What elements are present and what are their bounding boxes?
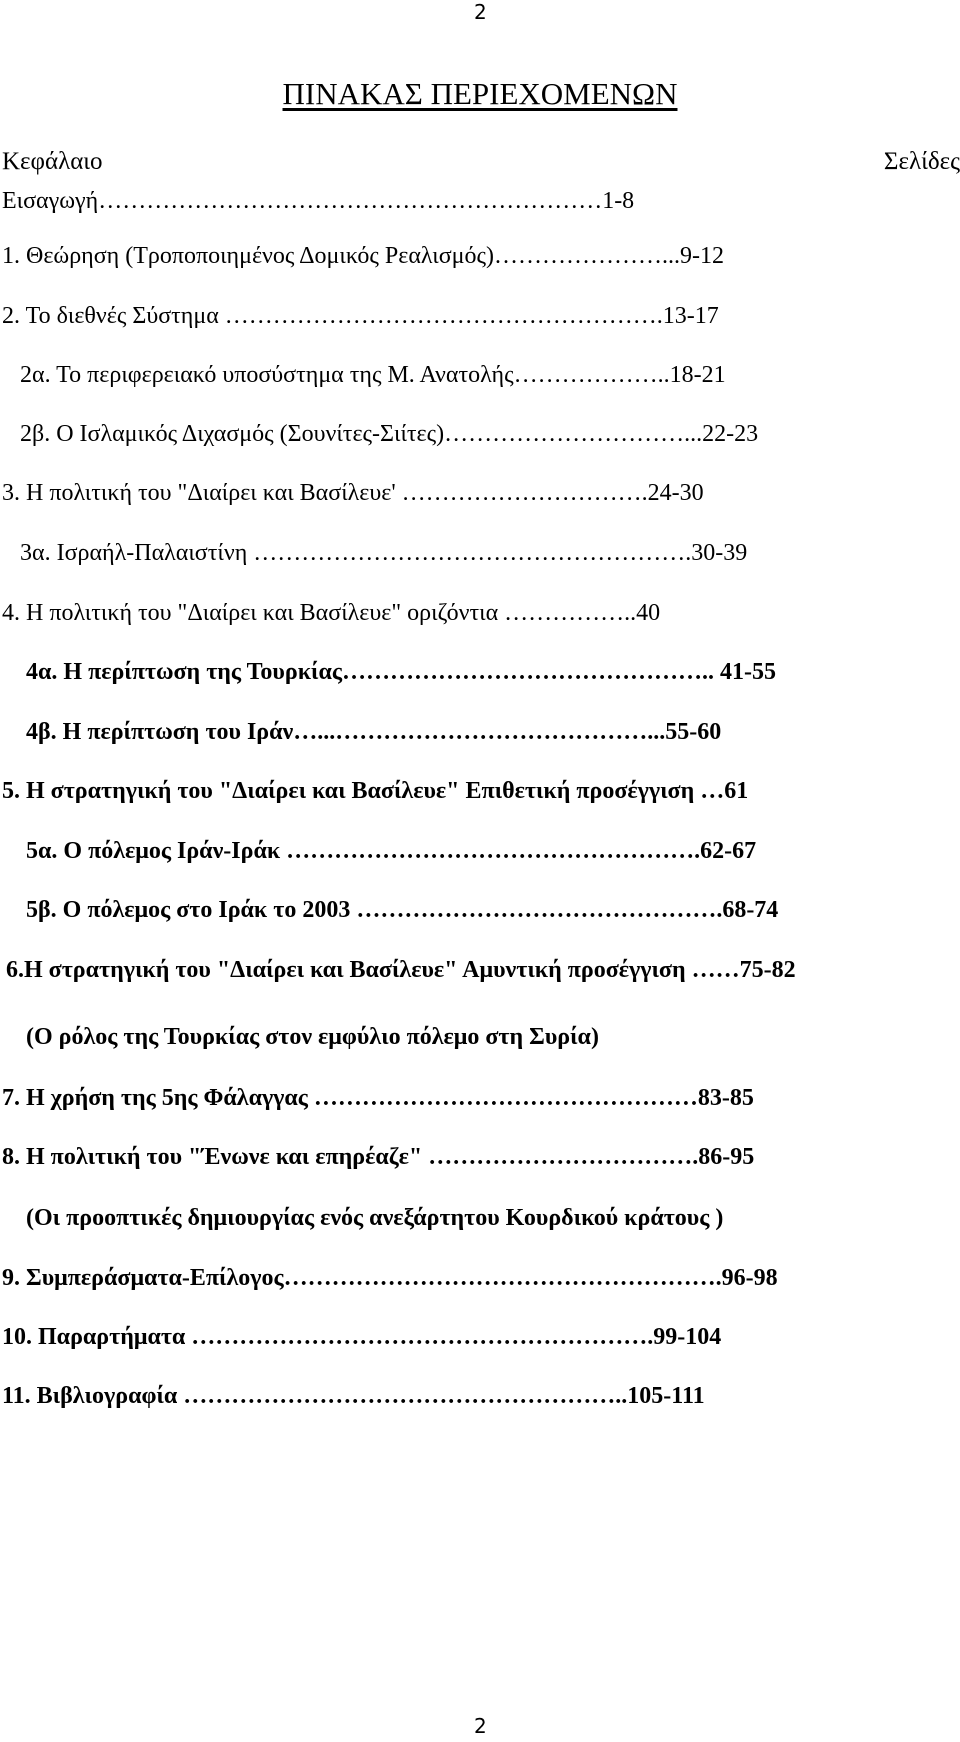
pages-column-header: Σελίδες [883, 148, 960, 175]
toc-entry-introduction: Εισαγωγή………………………………………………………1-8 [2, 188, 635, 214]
toc-entry-5: 5. Η στρατηγική του "Διαίρει και Βασίλευε" Επιθετική προσέγγιση …61 [2, 778, 749, 804]
toc-entry-2b: 2β. Ο Ισλαμικός Διχασμός (Σουνίτες-Σιίτες)…………………………...22-23 [20, 421, 759, 447]
toc-entry-4a: 4α. Η περίπτωση της Τουρκίας……………………………………….. 41-55 [26, 659, 776, 685]
page-title: ΠΙΝΑΚΑΣ ΠΕΡΙΕΧΟΜΕΝΩΝ [282, 76, 678, 111]
toc-entry-10: 10. Παραρτήματα ………………………………………………….99-104 [2, 1324, 722, 1350]
toc-entry-11: 11. Βιβλιογραφία ………………………………………………..105-111 [2, 1383, 705, 1409]
toc-entry-3: 3. Η πολιτική του "Διαίρει και Βασίλευε' ………………………….24-30 [2, 480, 704, 506]
toc-entry-7: 7. Η χρήση της 5ης Φάλαγγας …………………………………………83-85 [2, 1085, 754, 1111]
toc-entry-5a: 5α. Ο πόλεμος Ιράν-Ιράκ …………………………………………….62-67 [26, 838, 757, 864]
toc-entry-6-subtitle: (Ο ρόλος της Τουρκίας στον εμφύλιο πόλεμο στη Συρία) [26, 1024, 599, 1050]
toc-entry-2a: 2α. Το περιφερειακό υποσύστημα της Μ. Ανατολής………………..18-21 [20, 362, 726, 388]
toc-entry-9: 9. Συμπεράσματα-Επίλογος……………………………………………….96-98 [2, 1265, 778, 1291]
toc-entry-2: 2. Το διεθνές Σύστημα ……………………………………………….13-17 [2, 303, 719, 329]
toc-entry-8: 8. Η πολιτική του "Ένωνε και επηρέαζε" …………………………….86-95 [2, 1144, 755, 1170]
page-number-top: 2 [474, 0, 487, 24]
toc-entry-5b: 5β. Ο πόλεμος στο Ιράκ το 2003 ……………………………………….68-74 [26, 897, 779, 923]
toc-entry-4: 4. Η πολιτική του "Διαίρει και Βασίλευε" οριζόντια ……………..40 [2, 600, 661, 626]
page-number-bottom: 2 [474, 1714, 487, 1738]
toc-entry-6: 6.Η στρατηγική του "Διαίρει και Βασίλευε" Αμυντική προσέγγιση ……75-82 [6, 957, 796, 983]
chapter-column-header: Κεφάλαιο [2, 148, 103, 175]
toc-entry-3a: 3α. Ισραήλ-Παλαιστίνη ……………………………………………….30-39 [20, 540, 748, 566]
toc-entry-8-subtitle: (Οι προοπτικές δημιουργίας ενός ανεξάρτητου Κουρδικού κράτους ) [26, 1205, 724, 1231]
toc-entry-1: 1. Θεώρηση (Τροποποιημένος Δομικός Ρεαλισμός)…………………...9-12 [2, 243, 724, 269]
toc-entry-4b: 4β. Η περίπτωση του Ιράν…...…………………………………...55-60 [26, 719, 722, 745]
